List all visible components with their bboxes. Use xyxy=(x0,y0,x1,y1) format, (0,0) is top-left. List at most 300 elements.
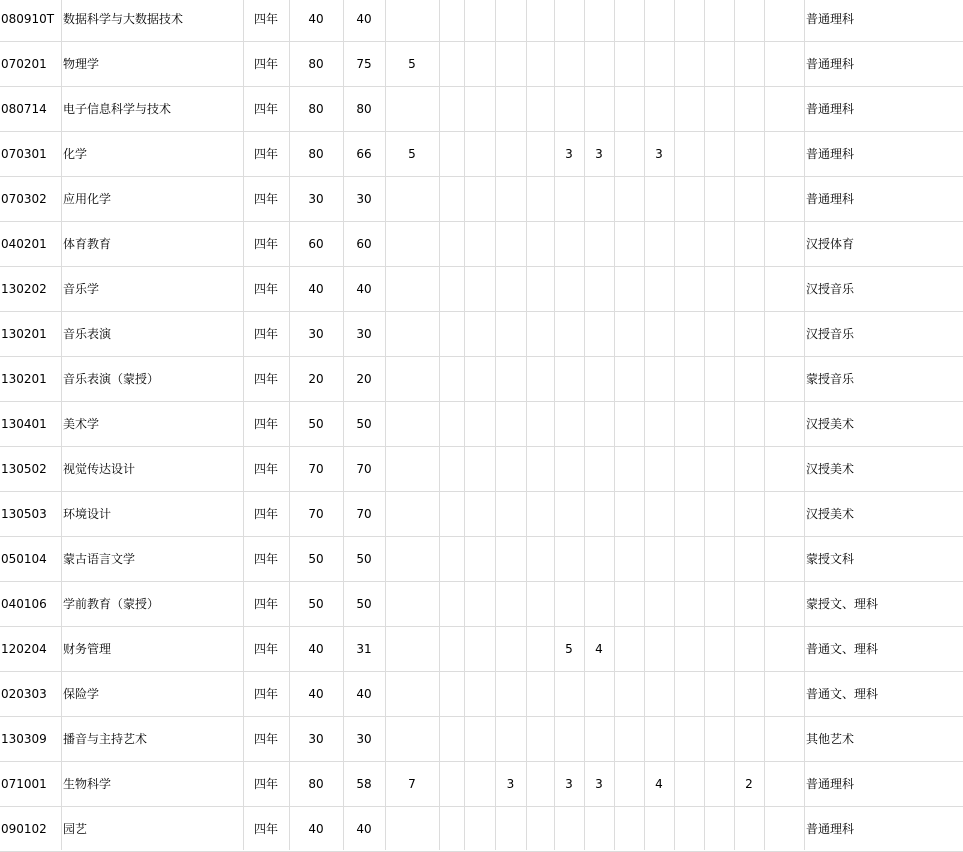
cell-subcount[interactable] xyxy=(554,582,584,627)
cell-subcount[interactable] xyxy=(385,717,439,762)
cell-name[interactable]: 视觉传达设计 xyxy=(63,462,136,476)
cell-subcount[interactable] xyxy=(554,222,584,267)
cell-subcount[interactable] xyxy=(614,132,644,177)
cell-n1[interactable]: 40 xyxy=(356,822,372,836)
cell-subcount[interactable] xyxy=(614,762,644,807)
cell-subcount[interactable] xyxy=(385,672,439,717)
cell-subcount[interactable] xyxy=(734,672,764,717)
cell-subcount[interactable] xyxy=(614,627,644,672)
cell-subcount[interactable]: 3 xyxy=(506,777,515,791)
cell-subcount[interactable] xyxy=(385,402,439,447)
cell-subcount[interactable] xyxy=(644,0,674,42)
cell-subcount[interactable] xyxy=(526,807,554,852)
cell-code[interactable]: 070301 xyxy=(1,147,47,161)
cell-subcount[interactable] xyxy=(734,537,764,582)
cell-subcount[interactable] xyxy=(704,447,734,492)
cell-n1[interactable]: 70 xyxy=(356,462,372,476)
cell-subcount[interactable] xyxy=(704,582,734,627)
cell-subcount[interactable] xyxy=(526,672,554,717)
cell-subcount[interactable] xyxy=(526,717,554,762)
cell-name[interactable]: 环境设计 xyxy=(63,507,112,521)
cell-subcount[interactable] xyxy=(464,807,495,852)
cell-subcount[interactable] xyxy=(495,132,526,177)
cell-plan[interactable]: 70 xyxy=(308,462,324,476)
cell-subcount[interactable] xyxy=(439,807,464,852)
cell-category[interactable]: 普通理科 xyxy=(806,102,855,116)
cell-subcount[interactable] xyxy=(554,447,584,492)
cell-subcount[interactable] xyxy=(764,87,804,132)
cell-subcount[interactable] xyxy=(584,222,614,267)
cell-subcount[interactable] xyxy=(674,357,704,402)
cell-category[interactable]: 汉授音乐 xyxy=(806,282,855,296)
cell-category[interactable]: 普通理科 xyxy=(806,777,855,791)
cell-category[interactable]: 其他艺术 xyxy=(806,732,855,746)
cell-subcount[interactable] xyxy=(584,672,614,717)
cell-duration[interactable]: 四年 xyxy=(253,507,278,521)
cell-subcount[interactable] xyxy=(385,312,439,357)
cell-subcount[interactable] xyxy=(439,267,464,312)
cell-code[interactable]: 130202 xyxy=(1,282,47,296)
cell-n1[interactable]: 30 xyxy=(356,192,372,206)
cell-subcount[interactable] xyxy=(385,87,439,132)
cell-subcount[interactable] xyxy=(439,132,464,177)
cell-duration[interactable]: 四年 xyxy=(253,552,278,566)
cell-subcount[interactable] xyxy=(734,132,764,177)
cell-subcount[interactable] xyxy=(554,537,584,582)
cell-subcount[interactable] xyxy=(464,672,495,717)
cell-subcount[interactable] xyxy=(526,0,554,42)
cell-subcount[interactable] xyxy=(674,807,704,852)
cell-subcount[interactable] xyxy=(526,762,554,807)
cell-code[interactable]: 020303 xyxy=(1,687,47,701)
cell-duration[interactable]: 四年 xyxy=(253,282,278,296)
cell-n1[interactable]: 66 xyxy=(356,147,372,161)
cell-plan[interactable]: 70 xyxy=(308,507,324,521)
cell-duration[interactable]: 四年 xyxy=(253,777,278,791)
cell-category[interactable]: 普通理科 xyxy=(806,192,855,206)
cell-duration[interactable]: 四年 xyxy=(253,822,278,836)
cell-subcount[interactable] xyxy=(495,312,526,357)
cell-subcount[interactable] xyxy=(644,312,674,357)
cell-subcount[interactable] xyxy=(764,177,804,222)
cell-duration[interactable]: 四年 xyxy=(253,417,278,431)
cell-subcount[interactable] xyxy=(704,0,734,42)
cell-subcount[interactable] xyxy=(464,357,495,402)
cell-subcount[interactable] xyxy=(704,402,734,447)
cell-subcount[interactable] xyxy=(734,312,764,357)
cell-subcount[interactable] xyxy=(464,87,495,132)
cell-subcount[interactable] xyxy=(674,492,704,537)
cell-subcount[interactable] xyxy=(554,492,584,537)
cell-subcount[interactable] xyxy=(495,582,526,627)
cell-subcount[interactable] xyxy=(674,222,704,267)
cell-plan[interactable]: 30 xyxy=(308,732,324,746)
cell-subcount[interactable] xyxy=(554,0,584,42)
cell-subcount[interactable] xyxy=(439,762,464,807)
cell-subcount[interactable] xyxy=(439,582,464,627)
cell-subcount[interactable] xyxy=(614,447,644,492)
cell-subcount[interactable] xyxy=(614,807,644,852)
cell-subcount[interactable] xyxy=(734,402,764,447)
cell-subcount[interactable] xyxy=(584,582,614,627)
cell-code[interactable]: 070201 xyxy=(1,57,47,71)
cell-subcount[interactable] xyxy=(526,357,554,402)
cell-subcount[interactable] xyxy=(614,582,644,627)
cell-code[interactable]: 090102 xyxy=(1,822,47,836)
cell-n1[interactable]: 50 xyxy=(356,417,372,431)
cell-subcount[interactable] xyxy=(385,447,439,492)
cell-subcount[interactable] xyxy=(734,267,764,312)
cell-code[interactable]: 130201 xyxy=(1,327,47,341)
cell-name[interactable]: 数据科学与大数据技术 xyxy=(63,12,184,26)
cell-subcount[interactable] xyxy=(526,132,554,177)
cell-plan[interactable]: 40 xyxy=(308,642,324,656)
cell-name[interactable]: 音乐学 xyxy=(63,282,100,296)
cell-subcount[interactable] xyxy=(464,402,495,447)
cell-subcount[interactable] xyxy=(495,267,526,312)
cell-subcount[interactable] xyxy=(584,447,614,492)
cell-subcount[interactable] xyxy=(554,357,584,402)
cell-subcount[interactable] xyxy=(734,357,764,402)
cell-category[interactable]: 普通文、理科 xyxy=(806,642,879,656)
cell-code[interactable]: 071001 xyxy=(1,777,47,791)
cell-subcount[interactable] xyxy=(644,222,674,267)
cell-n1[interactable]: 70 xyxy=(356,507,372,521)
cell-subcount[interactable] xyxy=(764,0,804,42)
cell-subcount[interactable] xyxy=(464,42,495,87)
cell-subcount[interactable] xyxy=(584,807,614,852)
cell-subcount[interactable] xyxy=(734,177,764,222)
cell-subcount[interactable] xyxy=(554,717,584,762)
cell-subcount[interactable] xyxy=(674,717,704,762)
cell-subcount[interactable] xyxy=(584,402,614,447)
cell-subcount[interactable] xyxy=(734,807,764,852)
cell-subcount[interactable] xyxy=(734,222,764,267)
cell-subcount[interactable] xyxy=(704,222,734,267)
cell-subcount[interactable] xyxy=(526,42,554,87)
cell-subcount[interactable] xyxy=(439,0,464,42)
cell-code[interactable]: 040106 xyxy=(1,597,47,611)
cell-subcount[interactable] xyxy=(439,42,464,87)
cell-subcount[interactable]: 4 xyxy=(595,642,603,656)
cell-subcount[interactable] xyxy=(674,627,704,672)
cell-subcount[interactable]: 3 xyxy=(565,147,573,161)
cell-n1[interactable]: 31 xyxy=(356,642,372,656)
cell-subcount[interactable] xyxy=(614,42,644,87)
cell-subcount[interactable] xyxy=(495,537,526,582)
cell-n1[interactable]: 30 xyxy=(356,327,372,341)
cell-subcount[interactable] xyxy=(644,447,674,492)
cell-subcount[interactable] xyxy=(385,537,439,582)
cell-code[interactable]: 130502 xyxy=(1,462,47,476)
cell-code[interactable]: 080910T xyxy=(1,12,55,26)
cell-subcount[interactable]: 5 xyxy=(408,147,416,161)
cell-duration[interactable]: 四年 xyxy=(253,192,278,206)
cell-subcount[interactable] xyxy=(614,492,644,537)
cell-plan[interactable]: 80 xyxy=(308,102,324,116)
cell-subcount[interactable] xyxy=(526,222,554,267)
cell-name[interactable]: 电子信息科学与技术 xyxy=(63,102,172,116)
cell-name[interactable]: 音乐表演 xyxy=(63,327,112,341)
cell-subcount[interactable] xyxy=(526,87,554,132)
cell-subcount[interactable] xyxy=(734,87,764,132)
cell-category[interactable]: 普通理科 xyxy=(806,822,855,836)
cell-subcount[interactable] xyxy=(764,717,804,762)
cell-category[interactable]: 蒙授音乐 xyxy=(806,372,855,386)
cell-subcount[interactable] xyxy=(554,42,584,87)
cell-code[interactable]: 120204 xyxy=(1,642,47,656)
cell-subcount[interactable] xyxy=(764,132,804,177)
cell-code[interactable]: 130401 xyxy=(1,417,47,431)
cell-subcount[interactable] xyxy=(764,312,804,357)
cell-duration[interactable]: 四年 xyxy=(253,597,278,611)
cell-subcount[interactable] xyxy=(704,42,734,87)
cell-subcount[interactable] xyxy=(614,672,644,717)
cell-subcount[interactable] xyxy=(385,0,439,42)
cell-subcount[interactable] xyxy=(644,402,674,447)
cell-subcount[interactable] xyxy=(674,132,704,177)
cell-subcount[interactable] xyxy=(644,717,674,762)
cell-duration[interactable]: 四年 xyxy=(253,147,278,161)
cell-plan[interactable]: 20 xyxy=(308,372,324,386)
cell-duration[interactable]: 四年 xyxy=(253,732,278,746)
cell-subcount[interactable] xyxy=(495,177,526,222)
cell-name[interactable]: 园艺 xyxy=(63,822,88,836)
cell-subcount[interactable] xyxy=(495,672,526,717)
cell-subcount[interactable] xyxy=(614,717,644,762)
cell-code[interactable]: 130309 xyxy=(1,732,47,746)
cell-n1[interactable]: 80 xyxy=(356,102,372,116)
cell-subcount[interactable] xyxy=(674,402,704,447)
cell-subcount[interactable] xyxy=(674,312,704,357)
cell-subcount[interactable] xyxy=(526,312,554,357)
cell-name[interactable]: 财务管理 xyxy=(63,642,112,656)
cell-subcount[interactable] xyxy=(614,267,644,312)
cell-code[interactable]: 050104 xyxy=(1,552,47,566)
cell-subcount[interactable] xyxy=(674,177,704,222)
cell-plan[interactable]: 40 xyxy=(308,282,324,296)
cell-subcount[interactable] xyxy=(674,267,704,312)
cell-duration[interactable]: 四年 xyxy=(253,57,278,71)
cell-subcount[interactable] xyxy=(554,672,584,717)
cell-subcount[interactable] xyxy=(554,402,584,447)
cell-subcount[interactable] xyxy=(584,537,614,582)
cell-subcount[interactable] xyxy=(674,672,704,717)
cell-subcount[interactable] xyxy=(464,222,495,267)
cell-subcount[interactable] xyxy=(674,87,704,132)
cell-subcount[interactable] xyxy=(584,717,614,762)
cell-subcount[interactable] xyxy=(614,537,644,582)
cell-subcount[interactable] xyxy=(495,807,526,852)
cell-category[interactable]: 普通理科 xyxy=(806,12,855,26)
cell-n1[interactable]: 50 xyxy=(356,552,372,566)
cell-subcount[interactable] xyxy=(439,357,464,402)
cell-subcount[interactable] xyxy=(644,807,674,852)
cell-subcount[interactable]: 5 xyxy=(408,57,416,71)
cell-subcount[interactable] xyxy=(584,267,614,312)
cell-name[interactable]: 物理学 xyxy=(63,57,100,71)
cell-subcount[interactable] xyxy=(674,537,704,582)
cell-category[interactable]: 汉授体育 xyxy=(806,237,855,251)
cell-subcount[interactable] xyxy=(439,627,464,672)
cell-subcount[interactable] xyxy=(734,582,764,627)
cell-subcount[interactable] xyxy=(644,492,674,537)
cell-subcount[interactable] xyxy=(495,447,526,492)
cell-subcount[interactable] xyxy=(554,267,584,312)
cell-subcount[interactable]: 3 xyxy=(595,777,603,791)
cell-subcount[interactable]: 7 xyxy=(408,777,416,791)
cell-category[interactable]: 普通理科 xyxy=(806,147,855,161)
cell-subcount[interactable] xyxy=(464,0,495,42)
cell-n1[interactable]: 40 xyxy=(356,687,372,701)
cell-subcount[interactable] xyxy=(674,0,704,42)
cell-subcount[interactable] xyxy=(584,87,614,132)
cell-subcount[interactable] xyxy=(464,537,495,582)
cell-subcount[interactable] xyxy=(704,357,734,402)
cell-duration[interactable]: 四年 xyxy=(253,372,278,386)
cell-n1[interactable]: 40 xyxy=(356,282,372,296)
cell-category[interactable]: 普通文、理科 xyxy=(806,687,879,701)
cell-subcount[interactable] xyxy=(584,492,614,537)
cell-subcount[interactable] xyxy=(734,447,764,492)
cell-subcount[interactable] xyxy=(439,222,464,267)
cell-subcount[interactable] xyxy=(385,582,439,627)
cell-subcount[interactable] xyxy=(644,177,674,222)
cell-subcount[interactable] xyxy=(734,0,764,42)
cell-subcount[interactable] xyxy=(674,42,704,87)
cell-subcount[interactable]: 4 xyxy=(655,777,663,791)
cell-subcount[interactable] xyxy=(495,222,526,267)
cell-subcount[interactable] xyxy=(644,42,674,87)
cell-subcount[interactable] xyxy=(526,447,554,492)
cell-plan[interactable]: 30 xyxy=(308,192,324,206)
cell-duration[interactable]: 四年 xyxy=(253,462,278,476)
cell-subcount[interactable] xyxy=(554,87,584,132)
cell-subcount[interactable] xyxy=(439,87,464,132)
cell-subcount[interactable] xyxy=(644,582,674,627)
cell-subcount[interactable] xyxy=(464,267,495,312)
cell-subcount[interactable] xyxy=(495,627,526,672)
cell-n1[interactable]: 40 xyxy=(356,12,372,26)
cell-subcount[interactable] xyxy=(704,87,734,132)
cell-subcount[interactable] xyxy=(644,537,674,582)
cell-subcount[interactable] xyxy=(554,177,584,222)
cell-subcount[interactable] xyxy=(526,177,554,222)
cell-subcount[interactable] xyxy=(526,267,554,312)
cell-subcount[interactable] xyxy=(644,627,674,672)
cell-category[interactable]: 汉授美术 xyxy=(806,462,855,476)
cell-subcount[interactable] xyxy=(764,537,804,582)
cell-name[interactable]: 应用化学 xyxy=(63,192,112,206)
cell-subcount[interactable] xyxy=(614,357,644,402)
cell-subcount[interactable] xyxy=(764,357,804,402)
cell-subcount[interactable] xyxy=(764,267,804,312)
cell-subcount[interactable] xyxy=(764,672,804,717)
cell-subcount[interactable] xyxy=(704,132,734,177)
cell-subcount[interactable] xyxy=(464,762,495,807)
cell-subcount[interactable] xyxy=(554,807,584,852)
cell-subcount[interactable] xyxy=(526,402,554,447)
cell-subcount[interactable] xyxy=(495,357,526,402)
cell-plan[interactable]: 40 xyxy=(308,687,324,701)
cell-code[interactable]: 070302 xyxy=(1,192,47,206)
cell-duration[interactable]: 四年 xyxy=(253,687,278,701)
cell-subcount[interactable] xyxy=(644,267,674,312)
cell-n1[interactable]: 30 xyxy=(356,732,372,746)
cell-plan[interactable]: 40 xyxy=(308,822,324,836)
cell-subcount[interactable] xyxy=(704,762,734,807)
cell-subcount[interactable] xyxy=(526,627,554,672)
cell-subcount[interactable] xyxy=(764,762,804,807)
cell-subcount[interactable] xyxy=(439,672,464,717)
cell-plan[interactable]: 80 xyxy=(308,57,324,71)
cell-subcount[interactable]: 3 xyxy=(565,777,573,791)
cell-subcount[interactable] xyxy=(464,717,495,762)
cell-n1[interactable]: 50 xyxy=(356,597,372,611)
cell-subcount[interactable] xyxy=(704,672,734,717)
cell-subcount[interactable] xyxy=(734,492,764,537)
cell-plan[interactable]: 50 xyxy=(308,552,324,566)
cell-subcount[interactable] xyxy=(495,717,526,762)
cell-n1[interactable]: 60 xyxy=(356,237,372,251)
cell-subcount[interactable] xyxy=(495,402,526,447)
cell-subcount[interactable] xyxy=(764,627,804,672)
cell-subcount[interactable] xyxy=(584,42,614,87)
cell-subcount[interactable] xyxy=(614,402,644,447)
cell-subcount[interactable] xyxy=(495,42,526,87)
cell-duration[interactable]: 四年 xyxy=(253,642,278,656)
cell-subcount[interactable] xyxy=(764,582,804,627)
cell-category[interactable]: 汉授美术 xyxy=(806,417,855,431)
cell-plan[interactable]: 60 xyxy=(308,237,324,251)
cell-n1[interactable]: 58 xyxy=(356,777,372,791)
cell-subcount[interactable] xyxy=(439,447,464,492)
cell-subcount[interactable] xyxy=(614,87,644,132)
cell-subcount[interactable] xyxy=(704,717,734,762)
cell-subcount[interactable] xyxy=(584,0,614,42)
cell-subcount[interactable] xyxy=(764,402,804,447)
cell-duration[interactable]: 四年 xyxy=(253,102,278,116)
cell-plan[interactable]: 50 xyxy=(308,597,324,611)
cell-name[interactable]: 体育教育 xyxy=(63,237,112,251)
cell-subcount[interactable] xyxy=(526,492,554,537)
cell-plan[interactable]: 80 xyxy=(308,777,324,791)
cell-subcount[interactable] xyxy=(704,537,734,582)
cell-name[interactable]: 化学 xyxy=(63,147,88,161)
cell-code[interactable]: 080714 xyxy=(1,102,47,116)
cell-category[interactable]: 蒙授文、理科 xyxy=(806,597,879,611)
cell-duration[interactable]: 四年 xyxy=(253,237,278,251)
cell-name[interactable]: 播音与主持艺术 xyxy=(63,732,148,746)
cell-subcount[interactable] xyxy=(764,492,804,537)
cell-subcount[interactable] xyxy=(704,177,734,222)
cell-subcount[interactable] xyxy=(495,0,526,42)
cell-name[interactable]: 生物科学 xyxy=(63,777,112,791)
cell-subcount[interactable] xyxy=(439,492,464,537)
cell-subcount[interactable] xyxy=(495,87,526,132)
cell-subcount[interactable] xyxy=(614,312,644,357)
cell-subcount[interactable] xyxy=(495,492,526,537)
cell-category[interactable]: 蒙授文科 xyxy=(806,552,855,566)
cell-subcount[interactable] xyxy=(554,312,584,357)
cell-subcount[interactable] xyxy=(439,312,464,357)
cell-subcount[interactable] xyxy=(734,627,764,672)
cell-subcount[interactable] xyxy=(439,537,464,582)
cell-subcount[interactable] xyxy=(704,267,734,312)
cell-name[interactable]: 保险学 xyxy=(63,687,100,701)
cell-subcount[interactable] xyxy=(439,177,464,222)
cell-subcount[interactable] xyxy=(385,492,439,537)
